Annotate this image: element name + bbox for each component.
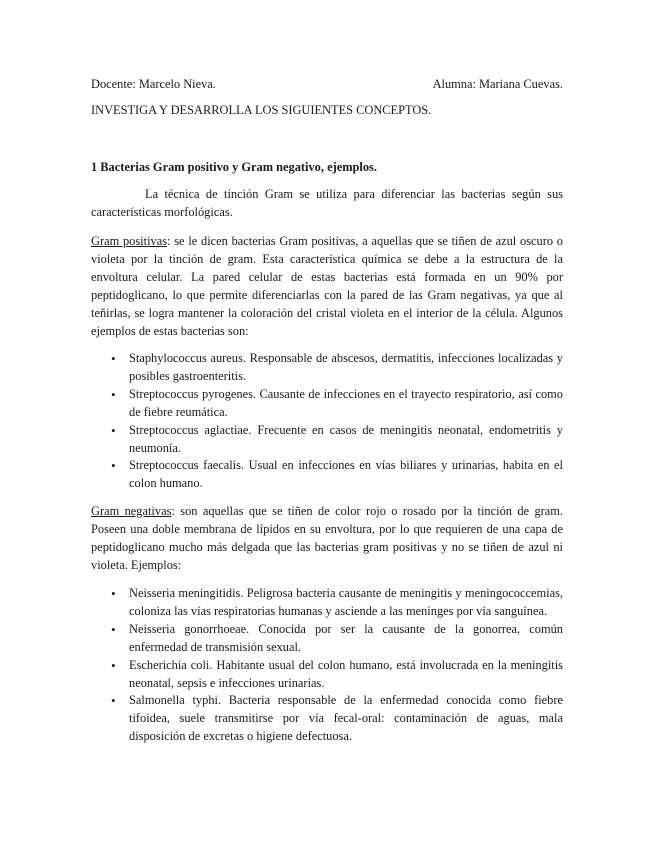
gram-negative-paragraph [91, 503, 563, 575]
gram-negative-term: Gram negativas [91, 504, 172, 518]
list-item [91, 692, 563, 746]
example-text: Streptococcus aglactiae. Frecuente en casos de meningitis neonatal, endometritis y neumonía. [129, 422, 563, 455]
bullet-icon: • [111, 458, 116, 474]
section-heading: 1 Bacterias Gram positivo y Gram negativo, ejemplos. [91, 160, 377, 174]
gram-positive-paragraph [91, 233, 563, 340]
bullet-icon: • [111, 386, 116, 402]
bullet-icon: • [111, 422, 116, 438]
gram-positive-examples [91, 350, 563, 493]
example-text: Streptococcus faecalis. Usual en infecciones en vías biliares y urinarias, habita en el colon humano. [129, 458, 563, 491]
gram-positive-term: Gram positivas [91, 234, 168, 248]
bullet-icon: • [111, 586, 116, 601]
example-text: Staphylococcus aureus. Responsable de abscesos, dermatitis, infecciones localizadas y posibles gastroenteritis. [129, 351, 563, 383]
bullet-icon: • [111, 351, 116, 366]
example-text: Streptococcus pyrogenes. Causante de infecciones en el trayecto respiratorio, así como de fiebre reumática. [129, 386, 563, 419]
list-item [91, 386, 563, 422]
list-item [91, 585, 563, 621]
bullet-icon: • [111, 621, 116, 637]
document-header [91, 76, 563, 92]
example-text: Neisseria gonorrhoeae. Conocida por ser la causante de la gonorrea, común enfermedad de transmisión sexual. [129, 621, 563, 654]
bullet-icon: • [111, 657, 116, 673]
list-item [91, 350, 563, 386]
student-name: Alumna: Mariana Cuevas. [432, 77, 563, 91]
intro-paragraph: La técnica de tinción Gram se utiliza para diferenciar las bacterias según sus características morfológicas. [91, 187, 563, 219]
list-item [91, 457, 563, 493]
bullet-icon: • [111, 693, 116, 709]
document-title: INVESTIGA Y DESARROLLA LOS SIGUIENTES CONCEPTOS. [91, 103, 432, 117]
list-item [91, 621, 563, 657]
teacher-name: Docente: Marcelo Nieva. [91, 77, 216, 91]
example-text: Escherichia coli. Habitante usual del colon humano, está involucrada en la meningitis neonatal, sepsis e infecciones urinarias. [129, 657, 563, 690]
example-text: Salmonella typhi. Bacteria responsable de la enfermedad conocida como fiebre tifoidea, suele transmitirse por vía fecal-oral: contaminación de aguas, mala disposición de excretas o higiene defectuosa. [129, 693, 563, 744]
gram-negative-text: : son aquellas que se tiñen de color rojo o rosado por la tinción de gram. Poseen una doble membrana de lípidos en su envoltura, por lo que requieren de una capa de peptidoglicano mucho más delgada que las bacterias gram positivas y no se tiñen de azul ni violeta. Ejemplos: [91, 504, 563, 572]
gram-positive-text: : se le dicen bacterias Gram positivas, a aquellas que se tiñen de azul oscuro o violeta por la tinción de gram. Esta característica química se debe a la estructura de la envoltura celular. La pared celular de estas bacterias está formada en un 90% por peptidoglicano, lo que permite diferenciarlas con la pared de las Gram negativas, ya que al teñirlas, se logra mantener la coloración del cristal violeta en el interior de la célula. Algunos ejemplos de estas bacterias son: [91, 234, 563, 338]
gram-negative-examples [91, 585, 563, 746]
list-item [91, 422, 563, 458]
list-item [91, 657, 563, 693]
example-text: Neisseria meningitidis. Peligrosa bacteria causante de meningitis y meningococcemias, coloniza las vías respiratorias humanas y asciende a las meninges por vía sanguínea. [129, 586, 563, 618]
